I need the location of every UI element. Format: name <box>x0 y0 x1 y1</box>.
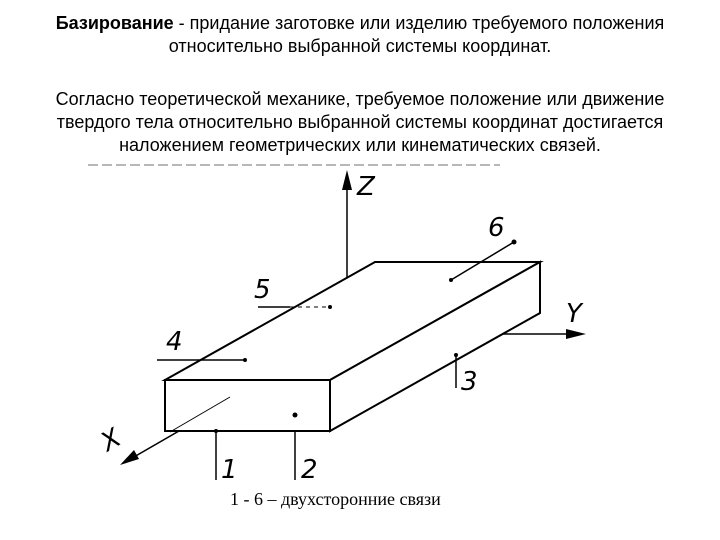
constraint-label-4: 4 <box>166 327 183 357</box>
box-front-face <box>165 380 330 431</box>
constraint-label-3: 3 <box>461 367 478 397</box>
x-axis-arrow <box>120 450 139 465</box>
constraint-end-6 <box>512 240 517 245</box>
constraint-label-2: 2 <box>301 455 318 485</box>
constraint-point-5 <box>328 305 332 309</box>
theory-line-1: Согласно теоретической механике, требуемое положение или движение <box>55 89 665 109</box>
definition-text-1: - придание заготовке или изделию требуемого положения <box>173 13 665 33</box>
y-axis-label: Y <box>566 299 582 329</box>
theory-line-3: наложением геометрических или кинематических связей. <box>119 135 601 155</box>
constraint-point-2 <box>293 413 298 418</box>
x-axis-label: X <box>95 423 127 458</box>
y-axis-arrow <box>566 329 586 339</box>
constraint-label-6: 6 <box>488 213 505 243</box>
theory-line-2: твердого тела относительно выбранной системы координат достигается <box>56 112 664 132</box>
definition-term: Базирование <box>55 13 174 33</box>
constraint-label-5: 5 <box>254 275 271 305</box>
constraint-label-1: 1 <box>221 455 238 485</box>
definition-text-2: относительно выбранной системы координат. <box>168 36 552 56</box>
constraint-point-4 <box>243 358 247 362</box>
z-axis-arrow <box>342 170 352 190</box>
figure-caption: 1 - 6 – двухсторонние связи <box>230 489 441 509</box>
z-axis-label: Z <box>357 172 375 202</box>
